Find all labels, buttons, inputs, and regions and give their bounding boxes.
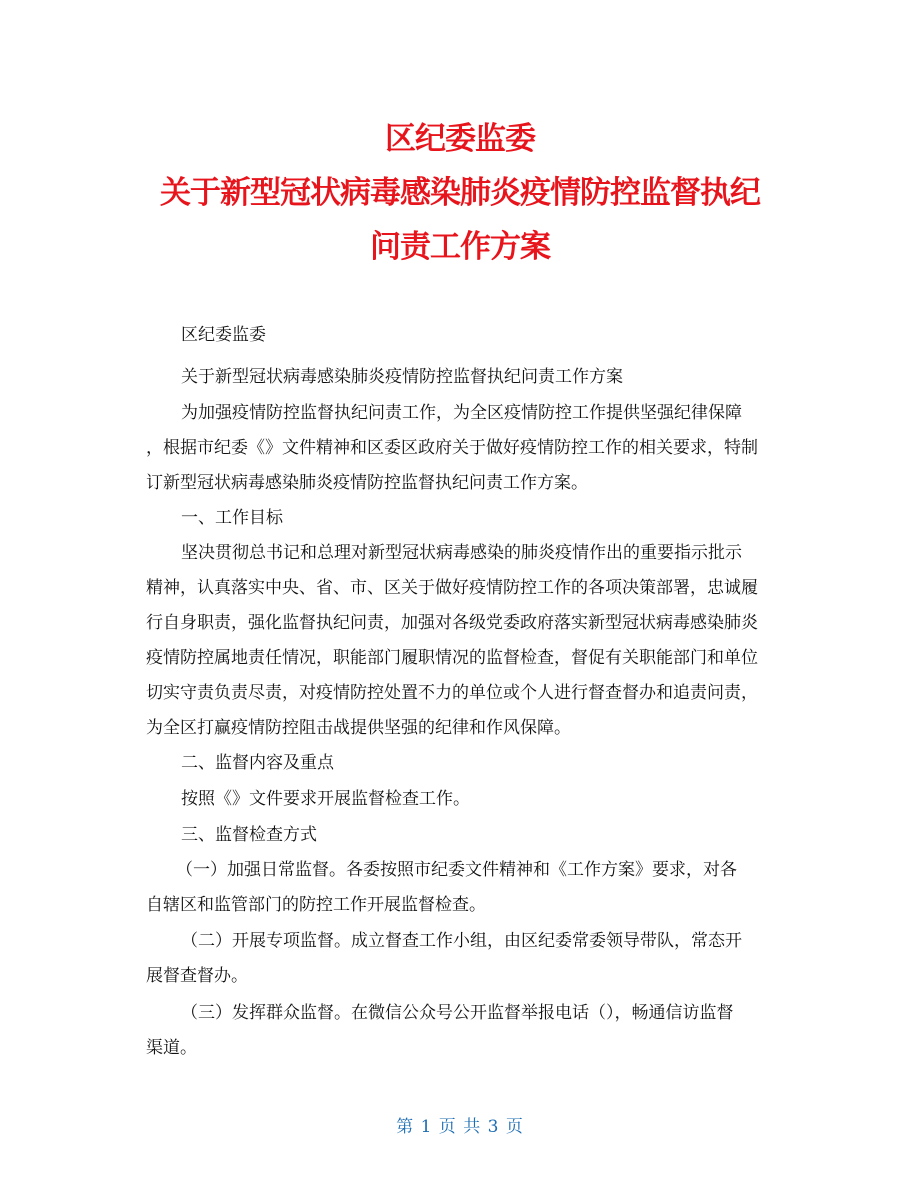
body-plan-title: 关于新型冠状病毒感染肺炎疫情防控监督执纪问责工作方案 (181, 367, 623, 387)
paragraph-intro-line-2: ，根据市纪委《》文件精神和区委区政府关于做好疫情防控工作的相关要求，特制 (146, 438, 758, 458)
section-heading-1: 一、工作目标 (181, 508, 283, 528)
paragraph-intro-line-3: 订新型冠状病毒感染肺炎疫情防控监督执纪问责工作方案。 (146, 473, 588, 493)
paragraph-method-2-line-1: （二）开展专项监督。成立督查工作小组，由区纪委常委领导带队，常态开 (181, 931, 742, 951)
paragraph-method-3-line-1: （三）发挥群众监督。在微信公众号公开监督举报电话（），畅通信访监督 (181, 1003, 734, 1023)
paragraph-goals-line-1: 坚决贯彻总书记和总理对新型冠状病毒感染的肺炎疫情作出的重要指示批示 (181, 543, 742, 563)
paragraph-goals-line-3: 行自身职责，强化监督执纪问责，加强对各级党委政府落实新型冠状病毒感染肺炎 (146, 613, 758, 633)
title-line-2: 关于新型冠状病毒感染肺炎疫情防控监督执纪 (160, 175, 760, 211)
section-heading-2: 二、监督内容及重点 (181, 753, 334, 773)
paragraph-goals-line-2: 精神，认真落实中央、省、市、区关于做好疫情防控工作的各项决策部署，忠诚履 (146, 578, 758, 598)
paragraph-content: 按照《》文件要求开展监督检查工作。 (181, 789, 470, 809)
paragraph-method-1-line-1: （一）加强日常监督。各委按照市纪委文件精神和《工作方案》要求，对各 (176, 860, 737, 880)
paragraph-goals-line-6: 为全区打赢疫情防控阻击战提供坚强的纪律和作风保障。 (146, 718, 571, 738)
section-heading-3: 三、监督检查方式 (181, 825, 317, 845)
paragraph-goals-line-4: 疫情防控属地责任情况，职能部门履职情况的监督检查，督促有关职能部门和单位 (146, 648, 758, 668)
paragraph-method-1-line-2: 自辖区和监管部门的防控工作开展监督检查。 (146, 895, 486, 915)
paragraph-method-3-line-2: 渠道。 (146, 1038, 197, 1058)
title-line-3: 问责工作方案 (370, 229, 550, 265)
body-org-name: 区纪委监委 (181, 325, 266, 345)
paragraph-goals-line-5: 切实守责负责尽责，对疫情防控处置不力的单位或个人进行督查督办和追责问责， (146, 683, 758, 703)
paragraph-method-2-line-2: 展督查督办。 (146, 966, 248, 986)
page-number-footer: 第 1 页 共 3 页 (396, 1117, 524, 1137)
paragraph-intro-line-1: 为加强疫情防控监督执纪问责工作，为全区疫情防控工作提供坚强纪律保障 (181, 403, 742, 423)
document-title (0, 112, 920, 274)
title-line-1: 区纪委监委 (385, 121, 535, 157)
